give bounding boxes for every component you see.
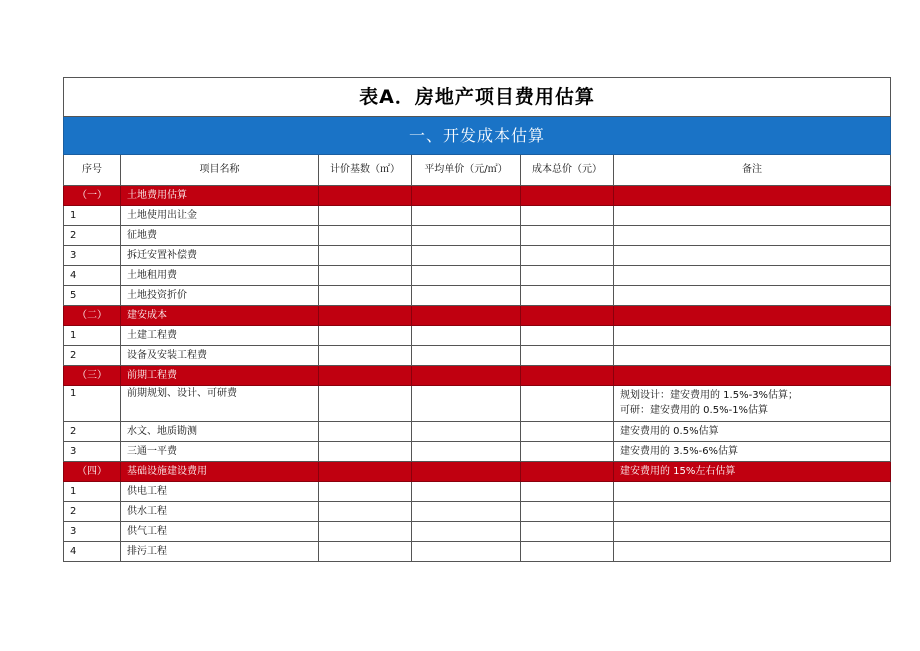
table-row	[64, 522, 891, 542]
cost-estimate-sheet	[63, 77, 890, 562]
item-name: 水文、地质勘测	[121, 422, 319, 442]
item-total-cell	[521, 266, 614, 286]
item-note	[614, 246, 891, 266]
item-number: 2	[64, 502, 121, 522]
item-base-cell	[319, 206, 412, 226]
item-name: 征地费	[121, 226, 319, 246]
category-name: 土地费用估算	[121, 186, 319, 206]
item-total-cell	[521, 502, 614, 522]
header-cell-unit-price: 平均单价（元/㎡）	[412, 155, 521, 186]
item-note	[614, 326, 891, 346]
item-number: 2	[64, 226, 121, 246]
item-note	[614, 502, 891, 522]
table-row	[64, 482, 891, 502]
item-name: 土地使用出让金	[121, 206, 319, 226]
item-note-line: 建安费用的 3.5%-6%估算	[620, 445, 739, 457]
category-number: （二）	[64, 306, 121, 326]
table-row	[64, 442, 891, 462]
category-base-cell	[319, 366, 412, 386]
item-note	[614, 422, 891, 442]
item-base-cell	[319, 542, 412, 562]
item-number: 1	[64, 206, 121, 226]
item-unit-price-cell	[412, 266, 521, 286]
item-unit-price-cell	[412, 246, 521, 266]
header-cell-note: 备注	[614, 155, 891, 186]
category-total-cell	[521, 186, 614, 206]
category-unit-price-cell	[412, 186, 521, 206]
category-name: 建安成本	[121, 306, 319, 326]
category-name: 前期工程费	[121, 366, 319, 386]
item-base-cell	[319, 346, 412, 366]
item-number: 3	[64, 442, 121, 462]
header-cell-no: 序号	[64, 155, 121, 186]
section-row	[64, 117, 891, 155]
item-note	[614, 206, 891, 226]
item-total-cell	[521, 286, 614, 306]
item-number: 1	[64, 482, 121, 502]
category-row	[64, 306, 891, 326]
item-base-cell	[319, 386, 412, 422]
item-name: 前期规划、设计、可研费	[121, 386, 319, 422]
header-cell-total: 成本总价（元）	[521, 155, 614, 186]
category-base-cell	[319, 186, 412, 206]
category-unit-price-cell	[412, 462, 521, 482]
category-total-cell	[521, 462, 614, 482]
item-total-cell	[521, 386, 614, 422]
item-unit-price-cell	[412, 386, 521, 422]
item-total-cell	[521, 522, 614, 542]
item-note	[614, 226, 891, 246]
item-name: 土建工程费	[121, 326, 319, 346]
item-number: 2	[64, 346, 121, 366]
item-note-line: 规划设计：建安费用的 1.5%-3%估算；	[620, 390, 799, 401]
category-total-cell	[521, 366, 614, 386]
item-base-cell	[319, 482, 412, 502]
table-row	[64, 206, 891, 226]
item-name: 供水工程	[121, 502, 319, 522]
category-name: 基础设施建设费用	[121, 462, 319, 482]
category-number: （四）	[64, 462, 121, 482]
header-cell-name: 项目名称	[121, 155, 319, 186]
item-base-cell	[319, 286, 412, 306]
item-base-cell	[319, 442, 412, 462]
item-name: 土地投资折价	[121, 286, 319, 306]
item-note	[614, 286, 891, 306]
item-unit-price-cell	[412, 502, 521, 522]
item-total-cell	[521, 246, 614, 266]
table-row	[64, 502, 891, 522]
item-note-line: 可研：建安费用的 0.5%-1%估算	[620, 405, 769, 416]
item-number: 2	[64, 422, 121, 442]
item-note	[614, 482, 891, 502]
item-unit-price-cell	[412, 206, 521, 226]
item-total-cell	[521, 226, 614, 246]
item-number: 4	[64, 266, 121, 286]
item-name: 设备及安装工程费	[121, 346, 319, 366]
item-base-cell	[319, 422, 412, 442]
item-unit-price-cell	[412, 226, 521, 246]
header-row	[64, 155, 891, 186]
item-name: 供电工程	[121, 482, 319, 502]
title-row	[64, 78, 891, 117]
category-note	[614, 186, 891, 206]
item-number: 3	[64, 522, 121, 542]
item-base-cell	[319, 226, 412, 246]
table-row	[64, 286, 891, 306]
category-total-cell	[521, 306, 614, 326]
item-note	[614, 346, 891, 366]
table-row	[64, 246, 891, 266]
item-unit-price-cell	[412, 542, 521, 562]
item-base-cell	[319, 326, 412, 346]
item-unit-price-cell	[412, 482, 521, 502]
item-base-cell	[319, 246, 412, 266]
item-name: 土地租用费	[121, 266, 319, 286]
table-row	[64, 266, 891, 286]
item-name: 供气工程	[121, 522, 319, 542]
item-name: 排污工程	[121, 542, 319, 562]
item-note	[614, 522, 891, 542]
category-row	[64, 462, 891, 482]
table-row	[64, 422, 891, 442]
item-unit-price-cell	[412, 522, 521, 542]
header-cell-base: 计价基数（㎡）	[319, 155, 412, 186]
table-row	[64, 346, 891, 366]
item-total-cell	[521, 422, 614, 442]
category-unit-price-cell	[412, 306, 521, 326]
item-unit-price-cell	[412, 326, 521, 346]
category-base-cell	[319, 306, 412, 326]
item-total-cell	[521, 482, 614, 502]
item-unit-price-cell	[412, 346, 521, 366]
category-row	[64, 186, 891, 206]
section-title: 一、开发成本估算	[64, 117, 891, 155]
category-number: （一）	[64, 186, 121, 206]
item-unit-price-cell	[412, 442, 521, 462]
category-note	[614, 366, 891, 386]
item-number: 1	[64, 326, 121, 346]
item-name: 拆迁安置补偿费	[121, 246, 319, 266]
table-row	[64, 386, 891, 422]
item-number: 3	[64, 246, 121, 266]
item-base-cell	[319, 502, 412, 522]
item-note	[614, 386, 891, 422]
category-base-cell	[319, 462, 412, 482]
item-number: 5	[64, 286, 121, 306]
item-name: 三通一平费	[121, 442, 319, 462]
item-total-cell	[521, 326, 614, 346]
table-row	[64, 542, 891, 562]
item-total-cell	[521, 206, 614, 226]
item-total-cell	[521, 542, 614, 562]
item-note-line: 建安费用的 0.5%估算	[620, 425, 719, 437]
item-note	[614, 442, 891, 462]
item-unit-price-cell	[412, 286, 521, 306]
item-unit-price-cell	[412, 422, 521, 442]
cost-estimate-table	[63, 77, 891, 562]
item-note	[614, 266, 891, 286]
item-note	[614, 542, 891, 562]
category-unit-price-cell	[412, 366, 521, 386]
category-number: （三）	[64, 366, 121, 386]
category-note: 建安费用的 15%左右估算	[614, 462, 891, 482]
category-note	[614, 306, 891, 326]
table-row	[64, 326, 891, 346]
table-title: 表A．房地产项目费用估算	[64, 78, 891, 117]
category-row	[64, 366, 891, 386]
item-number: 4	[64, 542, 121, 562]
item-base-cell	[319, 522, 412, 542]
item-total-cell	[521, 442, 614, 462]
table-row	[64, 226, 891, 246]
item-number: 1	[64, 386, 121, 422]
item-base-cell	[319, 266, 412, 286]
item-total-cell	[521, 346, 614, 366]
